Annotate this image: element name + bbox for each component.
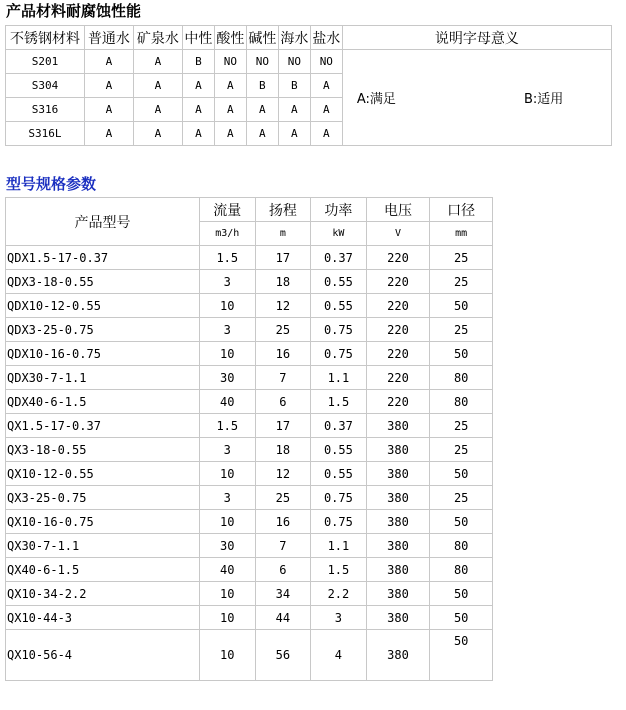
material-cell: S316L <box>6 122 84 145</box>
model-cell: QDX10-16-0.75 <box>6 342 199 365</box>
legend-b: B:适用 <box>524 92 564 107</box>
table-row <box>6 534 492 557</box>
header-cell: 海水 <box>279 26 310 49</box>
voltage-cell: 380 <box>367 414 430 437</box>
corrosion-header-row <box>6 26 611 49</box>
power-cell: 0.75 <box>311 486 366 509</box>
voltage-cell: 380 <box>367 486 430 509</box>
power-cell: 0.75 <box>311 318 366 341</box>
voltage-cell: 220 <box>367 390 430 413</box>
head-cell: 16 <box>256 342 311 365</box>
header-cell: 口径 <box>430 198 492 221</box>
voltage-cell: 380 <box>367 582 430 605</box>
power-cell: 1.5 <box>311 558 366 581</box>
table-row <box>6 366 492 389</box>
rating-cell: A <box>134 74 182 97</box>
voltage-cell: 220 <box>367 294 430 317</box>
head-cell: 12 <box>256 294 311 317</box>
rating-cell: B <box>247 74 278 97</box>
material-cell: S304 <box>6 74 84 97</box>
rating-cell: A <box>134 98 182 121</box>
head-cell: 7 <box>256 366 311 389</box>
table-row <box>6 486 492 509</box>
header-cell: 说明字母意义 <box>343 26 611 49</box>
voltage-cell: 220 <box>367 318 430 341</box>
flow-cell: 3 <box>200 270 255 293</box>
power-cell: 1.1 <box>311 366 366 389</box>
rating-cell: NO <box>279 50 310 73</box>
corrosion-table <box>5 25 612 146</box>
head-cell: 44 <box>256 606 311 629</box>
header-cell: 盐水 <box>311 26 342 49</box>
flow-cell: 10 <box>200 606 255 629</box>
caliber-cell: 25 <box>430 246 492 269</box>
rating-cell: A <box>311 98 342 121</box>
voltage-cell: 380 <box>367 630 430 680</box>
rating-cell: A <box>215 74 246 97</box>
rating-cell: B <box>183 50 214 73</box>
flow-cell: 30 <box>200 366 255 389</box>
model-cell: QX10-16-0.75 <box>6 510 199 533</box>
power-cell: 0.55 <box>311 438 366 461</box>
header-cell: 酸性 <box>215 26 246 49</box>
power-cell: 0.55 <box>311 462 366 485</box>
header-cell: 普通水 <box>85 26 133 49</box>
caliber-cell: 50 <box>430 462 492 485</box>
rating-cell: A <box>215 98 246 121</box>
table-row <box>6 318 492 341</box>
unit-cell: m3/h <box>200 222 255 245</box>
header-cell: 流量 <box>200 198 255 221</box>
table-row <box>6 630 492 680</box>
caliber-cell: 80 <box>430 390 492 413</box>
model-cell: QDX3-25-0.75 <box>6 318 199 341</box>
model-cell: QX10-12-0.55 <box>6 462 199 485</box>
table-row <box>6 558 492 581</box>
flow-cell: 1.5 <box>200 414 255 437</box>
caliber-cell: 25 <box>430 270 492 293</box>
spec-section-title: 型号规格参数 <box>6 175 97 193</box>
voltage-cell: 380 <box>367 462 430 485</box>
model-cell: QDX3-18-0.55 <box>6 270 199 293</box>
power-cell: 2.2 <box>311 582 366 605</box>
voltage-cell: 380 <box>367 558 430 581</box>
head-cell: 34 <box>256 582 311 605</box>
caliber-cell: 50 <box>430 294 492 317</box>
model-cell: QDX30-7-1.1 <box>6 366 199 389</box>
voltage-cell: 380 <box>367 510 430 533</box>
flow-cell: 3 <box>200 318 255 341</box>
table-row <box>6 270 492 293</box>
model-cell: QX3-25-0.75 <box>6 486 199 509</box>
caliber-cell: 50 <box>430 606 492 629</box>
caliber-cell: 25 <box>430 318 492 341</box>
caliber-cell: 80 <box>430 366 492 389</box>
rating-cell: A <box>279 98 310 121</box>
caliber-cell: 80 <box>430 534 492 557</box>
model-cell: QX10-56-4 <box>6 630 199 680</box>
head-cell: 6 <box>256 390 311 413</box>
power-cell: 0.75 <box>311 342 366 365</box>
rating-cell: NO <box>247 50 278 73</box>
header-cell: 电压 <box>367 198 430 221</box>
caliber-cell: 50 <box>430 342 492 365</box>
voltage-cell: 380 <box>367 438 430 461</box>
power-cell: 1.5 <box>311 390 366 413</box>
unit-cell: kW <box>311 222 366 245</box>
flow-cell: 40 <box>200 390 255 413</box>
rating-cell: A <box>183 74 214 97</box>
caliber-cell: 25 <box>430 438 492 461</box>
header-cell: 扬程 <box>256 198 311 221</box>
legend-a: A:满足 <box>356 92 396 107</box>
head-cell: 12 <box>256 462 311 485</box>
power-cell: 0.55 <box>311 294 366 317</box>
caliber-cell: 50 <box>430 630 492 680</box>
model-cell: QDX1.5-17-0.37 <box>6 246 199 269</box>
header-cell: 功率 <box>311 198 366 221</box>
rating-cell: A <box>134 122 182 145</box>
power-cell: 0.37 <box>311 414 366 437</box>
rating-cell: A <box>279 122 310 145</box>
voltage-cell: 380 <box>367 534 430 557</box>
flow-cell: 10 <box>200 630 255 680</box>
legend-cell <box>343 50 611 145</box>
voltage-cell: 380 <box>367 606 430 629</box>
model-cell: QX40-6-1.5 <box>6 558 199 581</box>
head-cell: 16 <box>256 510 311 533</box>
voltage-cell: 220 <box>367 366 430 389</box>
head-cell: 17 <box>256 246 311 269</box>
corrosion-section-title: 产品材料耐腐蚀性能 <box>6 2 142 20</box>
voltage-cell: 220 <box>367 270 430 293</box>
model-cell: QX10-44-3 <box>6 606 199 629</box>
table-row <box>6 462 492 485</box>
head-cell: 18 <box>256 270 311 293</box>
rating-cell: B <box>279 74 310 97</box>
power-cell: 0.75 <box>311 510 366 533</box>
rating-cell: A <box>247 98 278 121</box>
caliber-cell: 25 <box>430 414 492 437</box>
caliber-cell: 80 <box>430 558 492 581</box>
table-row <box>6 294 492 317</box>
table-row <box>6 606 492 629</box>
table-row <box>6 438 492 461</box>
caliber-cell: 50 <box>430 510 492 533</box>
rating-cell: A <box>85 50 133 73</box>
rating-cell: NO <box>215 50 246 73</box>
header-cell: 矿泉水 <box>134 26 182 49</box>
spec-header-row <box>6 198 492 221</box>
unit-cell: mm <box>430 222 492 245</box>
power-cell: 4 <box>311 630 366 680</box>
table-row <box>6 510 492 533</box>
voltage-cell: 220 <box>367 342 430 365</box>
rating-cell: A <box>85 74 133 97</box>
rating-cell: A <box>311 122 342 145</box>
head-cell: 18 <box>256 438 311 461</box>
flow-cell: 1.5 <box>200 246 255 269</box>
rating-cell: A <box>85 122 133 145</box>
spec-table <box>5 197 493 681</box>
header-cell: 碱性 <box>247 26 278 49</box>
model-cell: QX30-7-1.1 <box>6 534 199 557</box>
model-header-cell: 产品型号 <box>6 198 199 245</box>
unit-cell: m <box>256 222 311 245</box>
table-row <box>6 342 492 365</box>
model-cell: QX1.5-17-0.37 <box>6 414 199 437</box>
power-cell: 3 <box>311 606 366 629</box>
head-cell: 6 <box>256 558 311 581</box>
rating-cell: NO <box>311 50 342 73</box>
flow-cell: 10 <box>200 582 255 605</box>
unit-cell: V <box>367 222 430 245</box>
header-cell: 中性 <box>183 26 214 49</box>
rating-cell: A <box>134 50 182 73</box>
head-cell: 7 <box>256 534 311 557</box>
table-row <box>6 414 492 437</box>
rating-cell: A <box>247 122 278 145</box>
power-cell: 1.1 <box>311 534 366 557</box>
flow-cell: 30 <box>200 534 255 557</box>
flow-cell: 10 <box>200 510 255 533</box>
flow-cell: 3 <box>200 438 255 461</box>
flow-cell: 40 <box>200 558 255 581</box>
flow-cell: 10 <box>200 294 255 317</box>
head-cell: 56 <box>256 630 311 680</box>
caliber-cell: 50 <box>430 582 492 605</box>
flow-cell: 3 <box>200 486 255 509</box>
rating-cell: A <box>85 98 133 121</box>
material-cell: S316 <box>6 98 84 121</box>
table-row <box>6 50 611 73</box>
power-cell: 0.55 <box>311 270 366 293</box>
caliber-cell: 25 <box>430 486 492 509</box>
rating-cell: A <box>215 122 246 145</box>
model-cell: QDX40-6-1.5 <box>6 390 199 413</box>
material-cell: S201 <box>6 50 84 73</box>
table-row <box>6 582 492 605</box>
model-cell: QX10-34-2.2 <box>6 582 199 605</box>
voltage-cell: 220 <box>367 246 430 269</box>
model-cell: QX3-18-0.55 <box>6 438 199 461</box>
head-cell: 25 <box>256 486 311 509</box>
flow-cell: 10 <box>200 342 255 365</box>
power-cell: 0.37 <box>311 246 366 269</box>
rating-cell: A <box>183 122 214 145</box>
rating-cell: A <box>311 74 342 97</box>
head-cell: 17 <box>256 414 311 437</box>
head-cell: 25 <box>256 318 311 341</box>
rating-cell: A <box>183 98 214 121</box>
table-row <box>6 390 492 413</box>
model-cell: QDX10-12-0.55 <box>6 294 199 317</box>
table-row <box>6 246 492 269</box>
flow-cell: 10 <box>200 462 255 485</box>
spec-body <box>6 246 492 680</box>
header-cell: 不锈钢材料 <box>6 26 84 49</box>
